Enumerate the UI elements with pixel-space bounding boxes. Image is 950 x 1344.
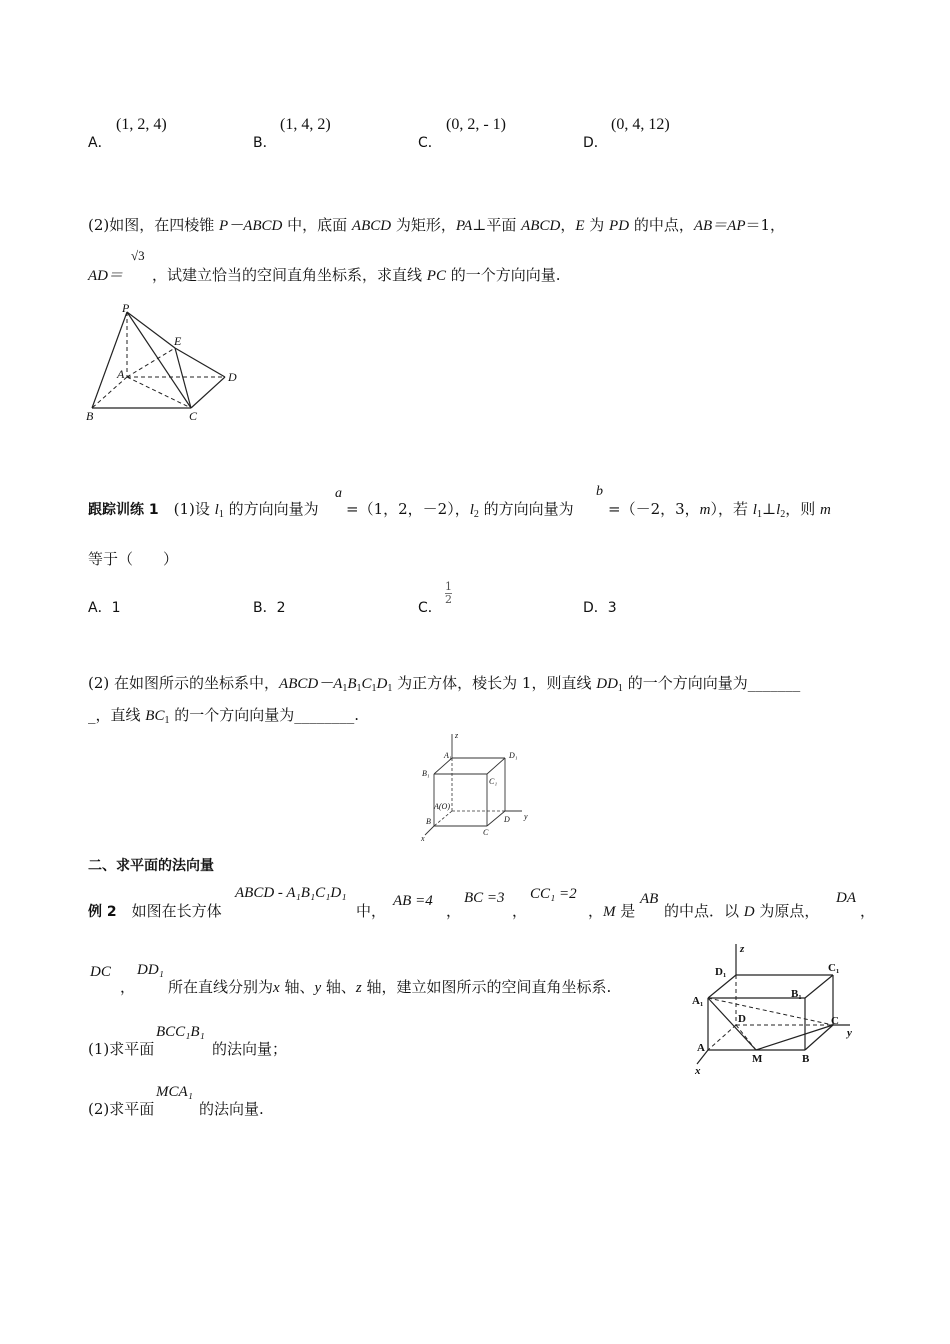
track1-line1-c: =（－2，3，m），若 $l_1\perp l_2$，则 m (608, 500, 831, 520)
edge-ed (175, 348, 225, 377)
ex2-da: DA (836, 890, 856, 906)
ex2-comma1: ， (446, 902, 462, 920)
ex2-dc: DC (90, 964, 111, 980)
edge-d1c1 (487, 758, 505, 774)
vec-b: b (596, 484, 603, 499)
pyramid-figure (80, 300, 250, 430)
track-option-c-fraction: $\frac{1}{2}$ (445, 580, 452, 606)
track-option-d: D．3 (583, 600, 617, 616)
label-a: A (117, 367, 125, 381)
vec-a: a (335, 486, 342, 501)
edge-da-hidden (708, 1025, 736, 1050)
label-d: D (228, 370, 237, 384)
label-m: M (752, 1053, 763, 1065)
ex2-q2-a: (2)求平面 (88, 1100, 155, 1118)
q1-option-a-label: A． (88, 135, 112, 151)
label-b1: B₁ (791, 988, 802, 1000)
ex2-q1-a: (1)求平面 (88, 1040, 155, 1058)
label-c: C (189, 409, 198, 423)
edge-ac-hidden (127, 377, 191, 408)
ex2-bc: BC =3 (464, 890, 505, 906)
label-z: z (455, 731, 459, 740)
edge-pb (92, 312, 127, 408)
ex2-dd1: DD₁ (137, 962, 164, 978)
label-a: A (697, 1042, 705, 1054)
track-option-c: C． (418, 600, 442, 616)
section-title: 二、求平面的法向量 (88, 858, 214, 874)
ex2-comma4: ， (860, 902, 876, 920)
edge-ab-hidden (434, 811, 452, 826)
label-e: E (174, 334, 182, 348)
cuboid-figure (688, 940, 863, 1080)
ex2-comma2: ， (512, 902, 528, 920)
track1-line2: 等于（ ） (88, 550, 179, 568)
edge-bc (805, 1025, 833, 1050)
edge-c1b1 (805, 975, 833, 998)
edge-ec (175, 348, 191, 408)
q2-line2: ，试建立恰当的空间直角坐标系，求直线 PC 的一个方向向量. (152, 266, 561, 284)
ex2-abv: AB (640, 891, 659, 907)
edge-pc (127, 312, 191, 408)
q1-option-c-label: C． (418, 135, 442, 151)
q1-option-b-value: (1, 4, 2) (280, 116, 331, 133)
label-c1: C₁ (489, 777, 498, 786)
ex2-cc1: CC₁ =2 (530, 886, 577, 902)
ex2-in: 中， (356, 902, 387, 920)
edge-cd (487, 811, 505, 826)
label-c: C (483, 828, 489, 837)
ex2-q1-plane: BCC₁B₁ (156, 1024, 205, 1040)
x-axis (425, 826, 434, 835)
q1-option-b-label: B． (253, 135, 277, 151)
label-a1: A₁ (692, 995, 704, 1007)
edge-pe (127, 312, 175, 348)
label-b: B (426, 817, 431, 826)
label-b1: B₁ (422, 769, 430, 778)
ex2-line1-a: 例 2 如图在长方体 (88, 902, 222, 920)
edge-d1a1 (708, 975, 736, 998)
ex2-q1-b: 的法向量； (212, 1040, 288, 1058)
ex2-q2-plane: MCA₁ (156, 1084, 193, 1100)
track-option-b: B．2 (253, 600, 286, 616)
q2-sqrt3: √3 (131, 248, 145, 263)
label-b: B (86, 409, 94, 423)
label-x: x (695, 1065, 701, 1077)
track2-line1: (2) 在如图所示的坐标系中，$ABCD-A_1B_1C_1D_1$ 为正方体，棱长为 1，则直线 $DD_1$ 的一个方向向量为_______ (88, 674, 801, 694)
q1-option-c-value: (0, 2, - 1) (446, 116, 506, 133)
cube-figure (420, 728, 532, 844)
edge-a1b1 (434, 758, 452, 774)
ex2-comma3: ，M 是 (588, 902, 636, 920)
track1-line1-b: =（1，2，－2），$l_2$ 的方向向量为 (346, 500, 574, 520)
q1-option-a-value: (1, 2, 4) (116, 116, 167, 133)
label-d1: D₁ (509, 751, 518, 760)
label-d: D (738, 1013, 746, 1025)
label-z: z (740, 943, 745, 955)
ex2-mid: 的中点．以 D 为原点， (664, 902, 820, 920)
ex2-comma5: ， (120, 978, 136, 996)
label-c: C (831, 1015, 839, 1027)
q2-line1: (2)如图，在四棱锥 P－ABCD 中，底面 ABCD 为矩形，PA⊥平面 ABCD，E 为 PD 的中点，AB＝AP＝1， (88, 216, 786, 234)
edge-a1c-hidden (708, 998, 833, 1025)
track2-line2: _，直线 $BC_1$ 的一个方向向量为________. (88, 706, 359, 726)
q1-option-d-value: (0, 4, 12) (611, 116, 670, 133)
label-y: y (847, 1027, 852, 1039)
q2-ad: AD＝ (88, 268, 123, 284)
ex2-line2: 所在直线分别为x 轴、y 轴、z 轴，建立如图所示的空间直角坐标系. (168, 978, 612, 996)
label-p: P (122, 301, 130, 315)
label-a1: A₁ (444, 751, 452, 760)
label-y: y (524, 812, 528, 821)
track-option-a: A．1 (88, 600, 121, 616)
track1-line1: 跟踪训练 1 (1)设 $l_1$ 的方向向量为 (88, 500, 319, 520)
label-c1: C₁ (828, 962, 840, 974)
ex2-q2-b: 的法向量. (199, 1100, 264, 1118)
label-d1: D₁ (715, 966, 727, 978)
label-b: B (802, 1053, 810, 1065)
edge-mc (756, 1025, 833, 1050)
edge-cd (191, 377, 225, 408)
label-ao: A(O) (434, 802, 450, 811)
ex2-box: ABCD - A₁B₁C₁D₁ (235, 885, 347, 901)
q1-option-d-label: D． (583, 135, 608, 151)
label-d: D (504, 815, 510, 824)
label-x: x (421, 834, 425, 843)
ex2-ab: AB =4 (393, 893, 433, 909)
edge-a1m (708, 998, 756, 1050)
